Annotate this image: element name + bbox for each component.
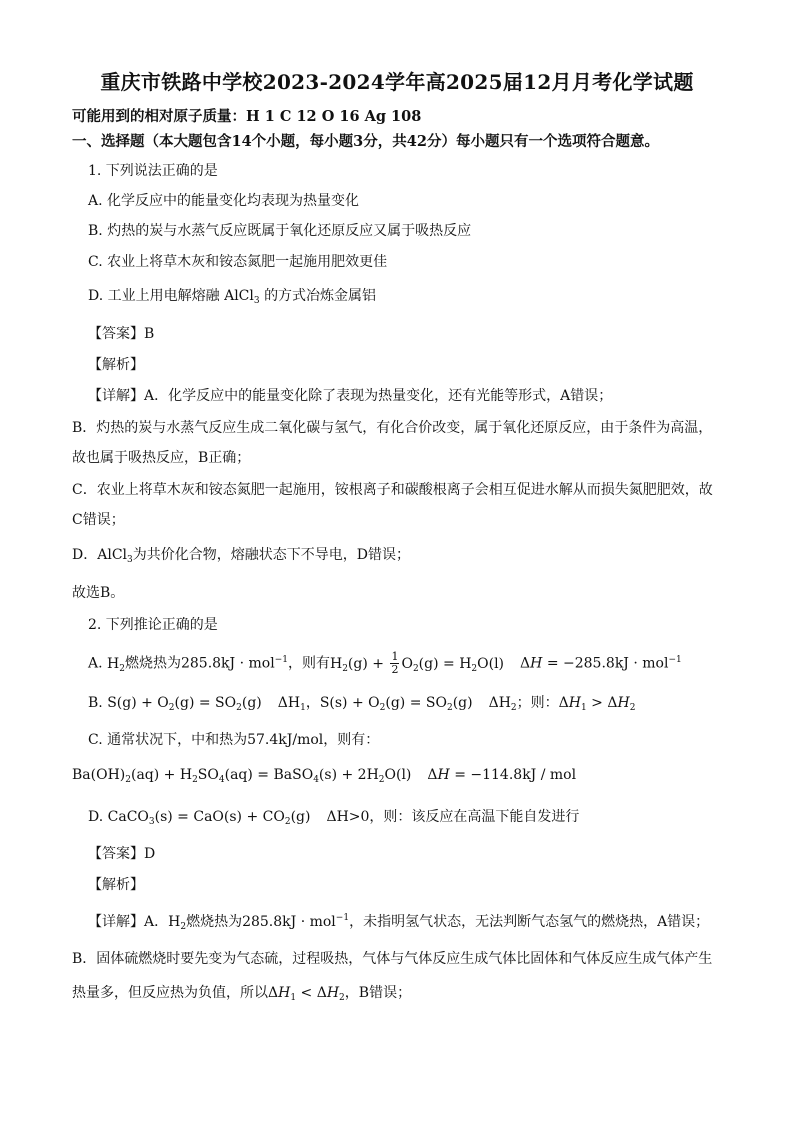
alcl3-formula: AlCl$_3$ [97, 547, 133, 565]
q2-option-d: D. CaCO$_3$(s) = $CaO(s) + CO_2(g)$ ΔH>0，则：该反应在高温下能自发进行 [88, 809, 580, 827]
page-title: 重庆市铁路中学校2023-2024学年高2025届12月月考化学试题 [100, 70, 694, 94]
q2-answer: 【答案】D [88, 846, 156, 862]
q2-option-c-equation: $Ba(OH)_2(aq) + H_2SO_4(aq)$ = BaSO$_4$(s) + $2H_2O(l) \Delta H = -114.8kJ$ / mol [72, 767, 577, 785]
q1-detail-d-pre: D． [72, 547, 98, 563]
alcl3-formula: AlCl$_3$ [219, 288, 260, 306]
section-heading: 一、选择题（本大题包含14个小题，每小题3分，共42分）每小题只有一个选项符合题意。 [72, 133, 659, 150]
q1-detail-a: 【详解】A．化学反应中的能量变化除了表现为热量变化，还有光能等形式，A错误； [88, 388, 613, 404]
neutralization-equation: $Ba(OH)_2(aq) + H_2SO_4(aq)$ = BaSO$_4$(s) + $2H_2O(l)$ [72, 767, 412, 785]
q1-detail-d-post: 为共价化合物，熔融状态下不导电，D错误； [132, 547, 410, 563]
q1-detail-c-line2: C错误； [72, 512, 125, 528]
q1-option-d [88, 287, 748, 305]
q1-detail-b-line2: 故也属于吸热反应，B正确； [72, 450, 251, 466]
q1-option-d-pre: D. 工业上用电解熔融 [88, 288, 220, 304]
q2-detail-b-line1: B．固体硫燃烧时要先变为气态硫，过程吸热，气体与气体反应生成气体比固体和气体反应生成气体产生 [72, 951, 713, 967]
q1-detail-c-line1: C．农业上将草木灰和铵态氮肥一起施用，铵根离子和碳酸根离子会相互促进水解从而损失氮肥肥效，故 [72, 482, 713, 498]
q2-detail-b-line2: 热量多，但反应热为负值，所以$\Delta H_1 < \Delta H_2$，B错误； [72, 985, 412, 1003]
atomic-mass-line: 可能用到的相对原子质量：H 1 C 12 O 16 Ag 108 [72, 108, 422, 125]
q1-detail-b-line1: B．灼热的炭与水蒸气反应生成二氧化碳与氢气，有化合价改变，属于氧化还原反应，由于条件为高温， [72, 420, 713, 436]
q1-option-d-post: 的方式冶炼金属铝 [264, 288, 377, 304]
q1-stem: 1. 下列说法正确的是 [88, 163, 218, 179]
sulfur-solid-equation: $S(s) + O_2(g) = SO_2(g)$ [319, 695, 473, 713]
q2-detail-a: 【详解】A．$H_2$燃烧热为285.8kJ · mol$^{-1}$，未指明氢气状态，无法判断气态氢气的燃烧热，A错误； [88, 913, 710, 932]
q2-option-a: A. $H_2$燃烧热为285.8kJ · mol$^{-1}$，则有$H_2(g)$ + $\frac{1}{2}$ $O_2(g) = H_2O(l) \Delta H = -285.8kJ \cdot mol^{-1}$ [88, 650, 682, 676]
q1-answer: 【答案】B [88, 326, 155, 342]
h2-combustion-equation: $H_2(g)$ + $\frac{1}{2}$ $O_2(g) = H_2O(l)$ [329, 650, 505, 676]
q2-option-b: B. $S(g) + O_2(g) = SO_2(g)$ $\Delta H_1$，$S(s) + O_2(g) = SO_2(g)$ $\Delta H_2$；则：$\Delta H_1 > \Delta H_2$ [88, 695, 636, 713]
caco3-equation: CaCO$_3$(s) = $CaO(s) + CO_2(g)$ [107, 809, 311, 827]
q1-analysis-label: 【解析】 [88, 357, 144, 373]
q1-option-a: A. 化学反应中的能量变化均表现为热量变化 [88, 193, 360, 209]
q2-option-c: C. 通常状况下，中和热为57.4kJ/mol，则有： [88, 732, 380, 748]
q1-detail-d [72, 546, 732, 564]
q1-option-c: C. 农业上将草木灰和铵态氮肥一起施用肥效更佳 [88, 254, 388, 270]
q2-stem: 2. 下列推论正确的是 [88, 617, 218, 633]
q2-analysis-label: 【解析】 [88, 877, 144, 893]
q1-conclusion: 故选B。 [72, 585, 125, 601]
q1-option-b: B. 灼热的炭与水蒸气反应既属于氧化还原反应又属于吸热反应 [88, 223, 472, 239]
sulfur-gas-equation: $S(g) + O_2(g) = SO_2(g)$ [107, 695, 262, 713]
